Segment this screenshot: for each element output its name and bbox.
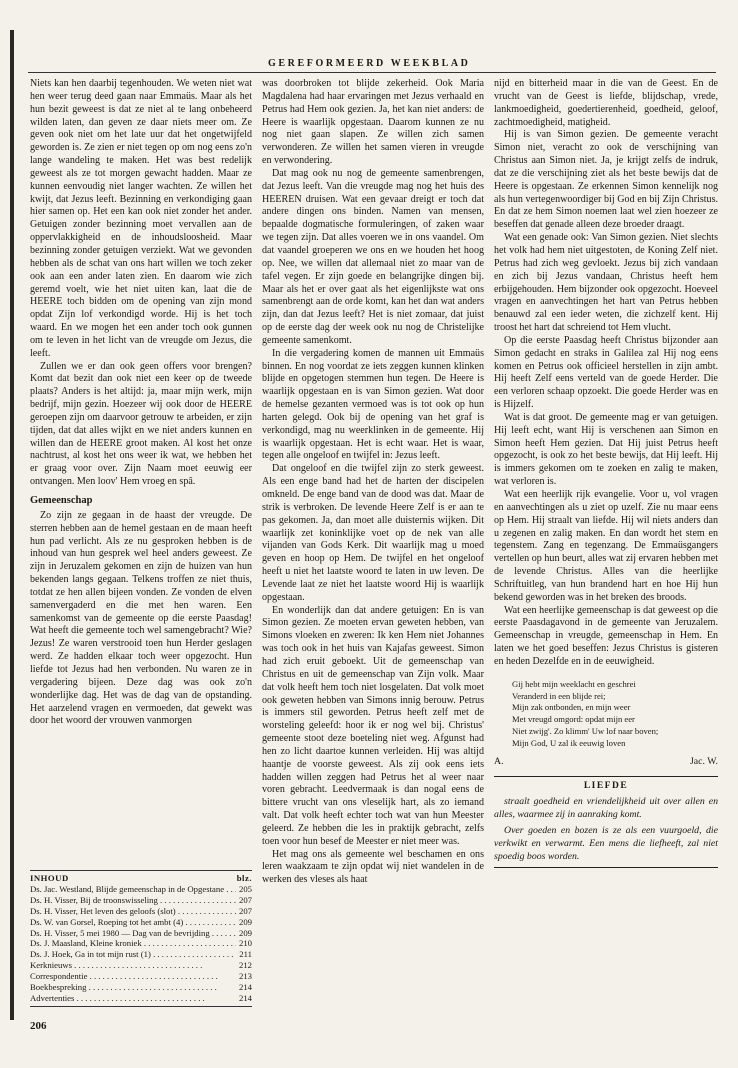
toc-entry-page: 214 xyxy=(238,992,252,1003)
poem-line: Mijn zak ontbonden, en mijn weer xyxy=(512,702,631,713)
poem-line: Mijn God, U zal ik eeuwig loven xyxy=(512,737,626,748)
poem-line: Niet zwijg'. Zo klimm' Uw lof naar boven; xyxy=(512,726,659,736)
poem-line: Veranderd in een blijde rei; xyxy=(512,690,606,701)
toc-entry-title: Ds. J. Hoek, Ga in tot mijn rust (1) . . . xyxy=(30,949,236,960)
paragraph: was doorbroken tot blijde zekerheid. Ook Maria Magdalena had haar ervaringen met Jezus verhaald en Petrus had Hem ook gezien. Ja, het kan niet anders: de Heere is waarlijk opgestaan. Daarom kunnen ze nu nog niet gaan slapen. Ze willen zich samen verwonderen. Ze willen het samen vieren in vreugde en verwondering. xyxy=(262,78,484,167)
poem-quote xyxy=(512,679,718,750)
column-3 xyxy=(494,78,718,868)
signature xyxy=(494,756,718,769)
toc-entry-page: 210 xyxy=(238,938,252,949)
paragraph: Dat mag ook nu nog de gemeente samenbrengen, dat Jezus leeft. Van die vreugde mag nog het huis des HEEREN druisen. Wat een gevaar dreigt er toch dat andere dingen ons binden. Namen van mensen, bepaalde dogmatische formuleringen, of zaken waar we tegen zijn. Dat alles voeren we in ons vaandel. Om dat vaandel groeperen we ons en we houden het hoog op. Nee, we willen dat allemaal niet zo maar van de tafel vegen. Er zijn goede en belangrijke dingen bij. Maar als het er over gaat als het eigenlijkste wat ons samenbrengt aan de orde komt, kan het dan wat anders zijn, dan dat Jezus leeft? Het is niet zomaar, dat juist op de eerste dag der week ook nu nog de Christelijke gemeente samenkomt. xyxy=(262,167,484,346)
paragraph: nijd en bitterheid maar in die van de Geest. En de vrucht van de Geest is liefde, blijdschap, vrede, lankmoedigheid, goedertierenheid, goedheid, geloof, zachtmoedigheid, matigheid. xyxy=(494,78,718,128)
toc-entry-page: 205 xyxy=(238,883,252,894)
toc-entry-page: 207 xyxy=(238,905,252,916)
paragraph: Hij is van Simon gezien. De gemeente veracht Simon niet, veracht zo ook de verschijning van Christus aan Simon niet. Ja, je krijgt zelfs de indruk, dat ze die verschijning ziet als het beste bewijs dat de Heere is opgestaan. Ze erkennen Simon kennelijk nog als hun vertegenwoordiger bij God en bij Zijn Christus. En dat ze hem Simon noemen laat wel zien hoezeer ze beseffen dat genade alleen deze broeder draagt. xyxy=(494,129,718,231)
paragraph: En wonderlijk dan dat andere getuigen: En is van Simon gezien. Ze moeten ervan geweten hebben, van Simons vloeken en zweren: Ik ken Hem niet Johannes was toch ook in het huis van Kajafas geweest. Simon had zich eruit geboekt. Uit de gemeenschap van Christus en uit de gemeenschap van Zijn volk. Maar dat volk heeft hem toch niet losgelaten. Dat volk moet ook geweten hebben van Simons innig berouw. Petrus is immers stil geworden. Petrus heeft zelf met de worsteling geleefd: hoor ik er nog wel bij. Christus' gemeente stoot deze boeteling niet weg. Afgunst had hen zo licht daartoe kunnen verleiden. Hij was altijd haantje de voorste geweest. Als zij ook eens iets hadden willen zeggen had Petrus het al weer naar voren gebracht. Leedvermaak is dan nogal eens de bittere vrucht van ons vleselijk hart, als zo iemand valt. Dat volk heeft echter toch wat van hun Meester geleerd. Ze hebben die les in praktijk gebracht, zelfs toen voor hun besef de Meester er niet meer was. xyxy=(262,604,484,847)
paragraph: Op die eerste Paasdag heeft Christus bijzonder aan Simon gedacht en straks in Galilea zal Hij nog eens komen en Petrus ook officieel herstellen in zijn ambt. Hij heeft Zelf eens verteld van de goede Herder. Die een verloren schaap opzoekt. Die goede Herder was en is Hijzelf. xyxy=(494,334,718,411)
toc-entry-title: Ds. H. Visser, 5 mei 1980 — Dag van de bevrijding . . . xyxy=(30,928,236,939)
paragraph: Wat een genade ook: Van Simon gezien. Niet slechts het volk had hem niet uitgestoten, de Koning Zelf niet. Petrus had zich weg gevloekt. Jezus bij zich vandaan en zich bij Jezus vandaan, Christus heeft hem erbijgehouden. Hem bijzonder ook opgezocht. Hoeveel vragen en aanvechtingen het hart van Petrus hebben benauwd zal een ieder weten, die zichzelf kent. Hij troost het hart dat schreiend tot Hem vlucht. xyxy=(494,232,718,334)
toc-entry-title: Ds. J. Maasland, Kleine kroniek . . . xyxy=(30,938,236,949)
toc-entry-title: Ds. H. Visser, Bij de troonswisseling . . . xyxy=(30,895,236,906)
toc-entry[interactable] xyxy=(30,982,252,993)
toc-entry[interactable] xyxy=(30,993,252,1004)
toc-entry-title: Correspondentie . . . xyxy=(30,971,236,982)
toc-entry[interactable] xyxy=(30,917,252,928)
binding-edge xyxy=(10,30,14,1020)
toc-rule-bottom xyxy=(30,1006,252,1007)
toc-entry-page: 207 xyxy=(238,894,252,905)
section-heading: Gemeenschap xyxy=(30,495,93,506)
liefde-text xyxy=(494,796,718,863)
toc-page-label: blz. xyxy=(236,873,252,883)
toc-entry[interactable] xyxy=(30,895,252,906)
poem-line: Met vreugd omgord: opdat mijn eer xyxy=(512,714,635,725)
paragraph: In die vergadering komen de mannen uit Emmaüs binnen. En nog voordat ze iets zeggen kunnen klinken blijde en opgetogen stemmen hun tegen. De Heere is waarlijk opgestaan en is van Simon gezien. Wat door de hemelse gezanten vermoed was is tot ook op hun harten gelegd. Ook bij de opening van het graf is verkondigd, mag nu weerklinken in de gemeente. Hij is waarlijk opgestaan. Het is echt waar. Het is waar, tegen alle ongeloof en twijfel in: Jezus leeft. xyxy=(262,347,484,462)
toc-entry[interactable] xyxy=(30,884,252,895)
toc-entry-page: 209 xyxy=(238,927,252,938)
liefde-box xyxy=(494,776,718,868)
toc-entry[interactable] xyxy=(30,938,252,949)
toc-heading: INHOUD xyxy=(30,873,69,883)
toc-entry-title: Ds. H. Visser, Het leven des geloofs (slot) . . . xyxy=(30,906,236,917)
paragraph: Dat ongeloof en die twijfel zijn zo sterk geweest. Als een enge band had het de harten der discipelen omkneld. De enge band van de dood was dat. Maar de strik is verbroken. De levende Heere Zelf is er aan te pas gekomen. Ja, dan moet alle duisternis wijken. Dit waarlijk zet koninklijke voet op de nek van alle vijanden van Gods Kerk. Dit waarlijk mag u moed geven en hoop op Hem. De twijfel en het ongeloof heeft u niet het laatste woord te laten in uw leven. De Levende laat ze niet het laatste woord Hij is waarlijk opgestaan. xyxy=(262,463,484,603)
toc-entry-title: Boekbespreking . . . xyxy=(30,982,236,993)
toc-entry[interactable] xyxy=(30,949,252,960)
toc-rule-top xyxy=(30,870,252,871)
toc-entry[interactable] xyxy=(30,928,252,939)
toc-entry-page: 212 xyxy=(238,960,252,971)
toc-entry-page: 213 xyxy=(238,971,252,982)
toc-entry-page: 209 xyxy=(238,916,252,927)
paragraph: Wat is dat groot. De gemeente mag er van getuigen. Hij leeft echt, want Hij is verschenen aan Simon en Simon heeft Hem gezien. Dat Hij juist Petrus heeft opgezocht, is ook zo het beste bewijs, dat Hij leeft. Hij is immers gekomen om te zoeken en zalig te maken, wat verloren is. xyxy=(494,411,718,488)
paragraph: Zo zijn ze gegaan in de haast der vreugde. De sterren hebben aan de hemel gestaan en de maan heeft hun pad verlicht. Als ze nu gesproken hebben is de inhoud van hun gesprek wel heel anders geweest. Ze zijn in Jeruzalem gekomen en zijn de huizen van hun bekenden langs gegaan. Telkens troffen ze niet thuis, totdat ze hen allen bijeen vonden. Ze vonden de elven samenvergaderd en die met hen waren. Een samenkomst van de gemeente op die eerste Paasdag! Wat heeft die gemeente toch wel samengebracht? Wie? Jezus! Ze waren verstrooid toen hun Herder geslagen werd. Ze hadden elkaar toch weer opgezocht. Hun liefde tot Jezus had hen verbonden. Nu waren ze in vergadering bijeen. Deze dag was ook zo'n wonderlijke dag. Het was de dag van de opstanding. Het aarzelend vragen en vermoeden, dat gewekt was door het woord der vrouwen vanmorgen xyxy=(30,509,252,727)
toc-entry-title: Advertenties . . . xyxy=(30,993,236,1004)
toc-entry-title: Ds. W. van Gorsel, Roeping tot het ambt (4) . . . xyxy=(30,917,236,928)
paragraph: Zullen we er dan ook geen offers voor brengen? Komt dat bezit dan ook niet een keer op de tweede plaats? Anders is het altijd: ja, maar mijn werk, mijn bedrijf, mijn gezin. Hoezeer wij ook door de HEERE geroepen zijn om daarvoor getrouw te arbeiden, er zijn tijden, dat dat alles wijkt en we niet anders kunnen en willen dan de HEERE groot maken. Al kost het onze nachtrust, al kost het ons weer ik wat, we hebben het er graag voor over. Zijn Naam moet eeuwig eer ontvangen. Men loov' Hem vroeg en spâ. xyxy=(30,360,252,488)
paragraph: Niets kan hen daarbij tegenhouden. We weten niet wat hen weer terug deed gaan naar Emmaüs. Maar als het hun bezit geweest is dat ze niet al te lang onbeheerd wilden laten, dan geven ze daar niets meer om. Ze geven ook niet om het late uur dat het ongetwijfeld geworden is. Ze zien er niet tegen op om nog eens zo'n lange wandeling te maken. Het was best redelijk geweest als ze tot morgen gewacht hadden. Maar ze kunnen eenvoudig niet langer wachten. Ze willen het kwijt, dat Jezus leeft. Bezinning en verkondiging gaan hier samen op. Het een kan ook niet zonder het ander. Getuigen zonder bezinning moet vervallen aan de oppervlakkigheid en de inhoudsloosheid. Maar bezinning zonder getuigen verziekt. Wat we gevonden hebben als de schat van ons hart willen we toch zeker ook aan een ander laten zien. En daarom wie zich geremd voelt, wie het niet uiten kan, laat die de HEERE toch bidden om de opening van zijn mond opdat Zijn lof verkondigd worde. Hij is het toch waard. En we mogen het een ander toch ook gunnen om te leven in het licht van de vreugde om Jezus, die leeft. xyxy=(30,78,252,359)
column-2 xyxy=(262,78,484,887)
paragraph: Wat een heerlijke gemeenschap is dat geweest op die eerste Paasdagavond in de gemeente van Jeruzalem. Gemeenschap in vreugde, gemeenschap in Hem. En laten we het goed beseffen: Jezus Christus is gisteren en heden Dezelfde en in de eeuwigheid. xyxy=(494,604,718,667)
signature-right: Jac. W. xyxy=(689,755,718,767)
toc-entry[interactable] xyxy=(30,906,252,917)
paragraph: Wat een heerlijk rijk evangelie. Voor u, vol vragen en aanvechtingen als u ziet op uzelf. Zie nu maar eens op Hem. Hij straalt van liefde. Hij wil niets anders dan u zegenen en zalig maken. En dan wordt het stem en tegenstem. Zang en tegenzang. De Emmaüsgangers vertellen op hun beurt, alles wat zij ervaren hebben met de levende Christus. Alles van die heerlijke Schriftuitleg, van hun brandend hart en hoe Hij hun bekend geworden was in het breken des broods. xyxy=(494,489,718,603)
toc-entry-page: 214 xyxy=(238,982,252,993)
liefde-paragraph: straalt goedheid en vriendelijkheid uit over allen en alles, waarmee zij in aanraking komt. xyxy=(494,796,718,820)
running-header: GEREFORMEERD WEEKBLAD xyxy=(268,58,471,69)
toc-entry-title: Kerknieuws . . . xyxy=(30,960,236,971)
toc-entry[interactable] xyxy=(30,960,252,971)
toc-header xyxy=(30,873,252,884)
table-of-contents xyxy=(30,870,252,1007)
toc-entry-page: 211 xyxy=(239,949,252,960)
toc-entry-title: Ds. Jac. Westland, Blijde gemeenschap in de Opgestane . . . xyxy=(30,884,236,895)
poem-line: Gij hebt mijn weeklacht en geschrei xyxy=(512,678,636,689)
paragraph: Het mag ons als gemeente wel beschamen en ons leren waakzaam te zijn opdat wij niet wandelen in de werken des vleses als haat xyxy=(262,848,484,886)
liefde-title: LIEFDE xyxy=(583,781,629,792)
toc-entry[interactable] xyxy=(30,971,252,982)
page-number: 206 xyxy=(30,1020,47,1032)
header-rule xyxy=(28,72,716,73)
column-1 xyxy=(30,78,252,728)
liefde-paragraph: Over goeden en bozen is ze als een vuurgoeld, die verkwikt en verwarmt. Een mens die liefheeft, zal niet spoedig boos worden. xyxy=(494,825,718,862)
signature-left: A. xyxy=(494,755,504,767)
